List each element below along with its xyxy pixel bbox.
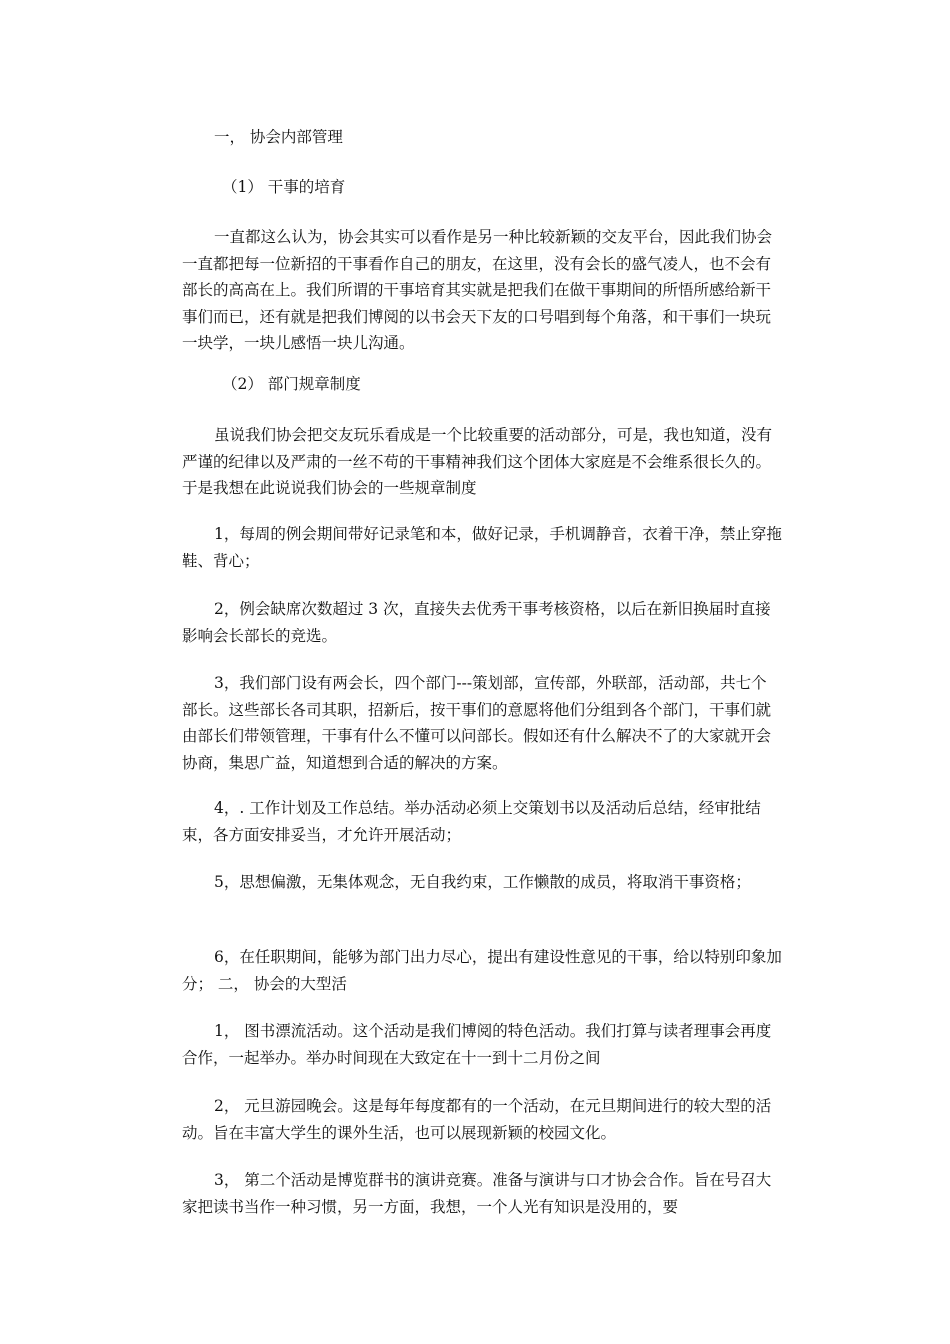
rule-item-5: 5，思想偏激，无集体观念，无自我约束，工作懒散的成员，将取消干事资格； [214,873,751,891]
activity-item-3: 3， 第二个活动是博览群书的演讲竞赛。准备与演讲与口才协会合作。旨在号召大家把读书当作一种习惯，另一方面，我想，一个人光有知识是没用的，要 [182,1171,772,1216]
section-heading: 一， 协会内部管理 [214,128,343,146]
subheading-cultivation: （1） 干事的培育 [222,178,346,196]
paragraph-cultivation: 一直都这么认为，协会其实可以看作是另一种比较新颖的交友平台，因此我们协会一直都把每一位新招的干事看作自己的朋友，在这里，没有会长的盛气凌人，也不会有部长的高高在上。我们所谓的干事培育其实就是把我们在做干事期间的所悟所感给新干事们而已，还有就是把我们博阅的以书会天下友的口号唱到每个角落，和干事们一块玩一块学，一块儿感悟一块儿沟通。 [182,228,773,352]
rule-item-2: 2，例会缺席次数超过 3 次，直接失去优秀干事考核资格，以后在新旧换届时直接影响会长部长的竞选。 [182,600,771,645]
rule-item-4: 4，. 工作计划及工作总结。举办活动必须上交策划书以及活动后总结，经审批结束，各方面安排妥当，才允许开展活动； [182,799,761,844]
subheading-rules: （2） 部门规章制度 [222,375,361,393]
activity-item-1: 1， 图书漂流活动。这个活动是我们博阅的特色活动。我们打算与读者理事会再度合作，一起举办。举办时间现在大致定在十一到十二月份之间 [182,1022,772,1067]
activity-item-2: 2， 元旦游园晚会。这是每年每度都有的一个活动，在元旦期间进行的较大型的活动。旨在丰富大学生的课外生活，也可以展现新颖的校园文化。 [182,1097,772,1142]
rule-item-3: 3，我们部门设有两会长，四个部门---策划部，宣传部，外联部，活动部，共七个部长。这些部长各司其职，招新后，按干事们的意愿将他们分组到各个部门，干事们就由部长们带领管理，干事有什么不懂可以问部长。假如还有什么解决不了的大家就开会协商，集思广益，知道想到合适的解决的方案。 [182,674,772,772]
paragraph-rules: 虽说我们协会把交友玩乐看成是一个比较重要的活动部分，可是，我也知道，没有严谨的纪律以及严肃的一丝不苟的干事精神我们这个团体大家庭是不会维系很长久的。于是我想在此说说我们协会的一些规章制度 [182,426,773,497]
rule-item-6: 6，在任职期间，能够为部门出力尽心，提出有建设性意见的干事，给以特别印象加分； 二， 协会的大型活 [182,948,782,993]
rule-item-1: 1，每周的例会期间带好记录笔和本，做好记录，手机调静音，衣着干净，禁止穿拖鞋、背心； [182,525,782,570]
